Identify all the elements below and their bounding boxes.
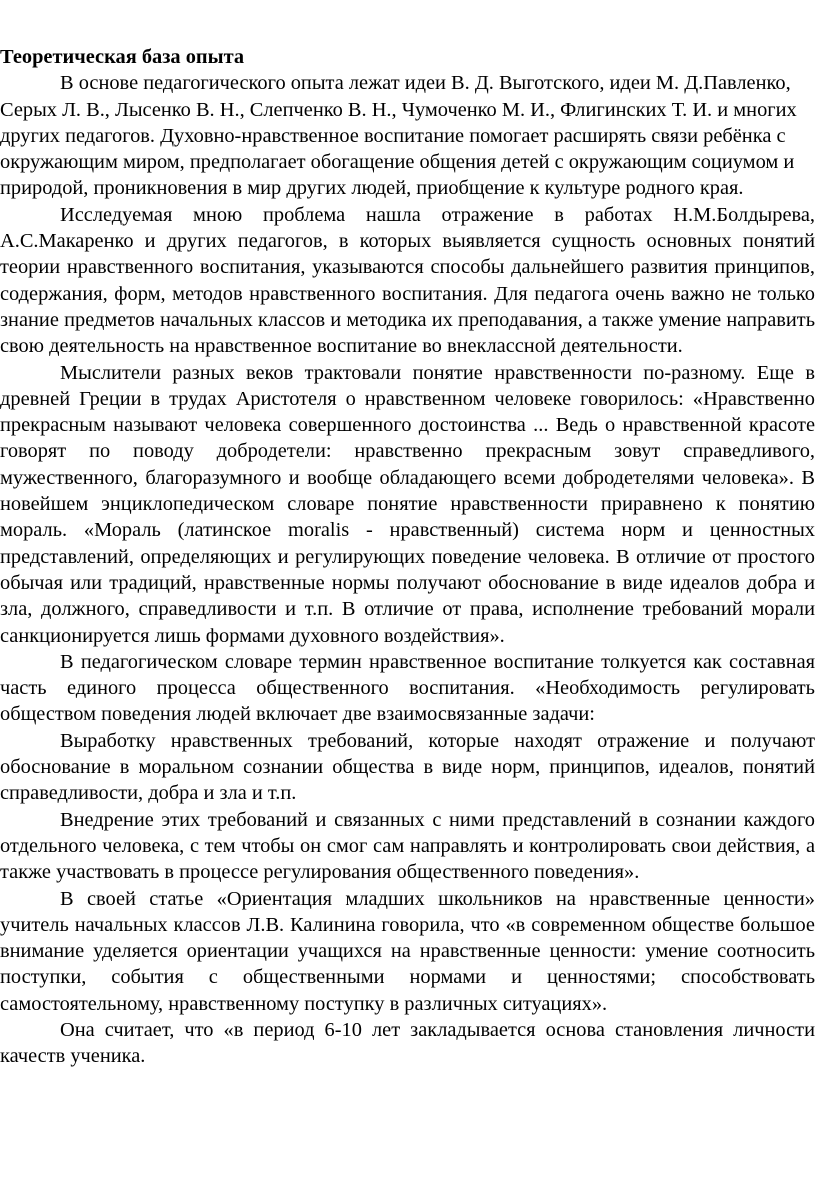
- paragraph-task-one: Выработку нравственных требований, которые находят отражение и получают обоснование в моральном сознании общества в виде норм, принципов, идеалов, понятий справедливости, добра и зла и т.п.: [0, 729, 815, 805]
- paragraph-task-two: Внедрение этих требований и связанных с ними представлений в сознании каждого отдельного человека, с тем чтобы он смог сам направлять и контролировать свои действия, а также участвовать в процессе регулирования общественного поведения».: [0, 808, 815, 884]
- paragraph-age-period: Она считает, что «в период 6-10 лет закладывается основа становления личности качеств ученика.: [0, 1018, 815, 1068]
- paragraph-research-problem: Исследуемая мною проблема нашла отражение в работах Н.М.Болдырева, А.С.Макаренко и других педагогов, в которых выявляется сущность основных понятий теории нравственного воспитания, указываются способы дальнейшего развития принципов, содержания, форм, методов нравственного воспитания. Для педагога очень важно не только знание предметов начальных классов и методика их преподавания, а также умение направить свою деятельность на нравственное воспитание во внеклассной деятельности.: [0, 203, 815, 358]
- document-title: Теоретическая база опыта: [0, 46, 245, 68]
- paragraph-theoretical-basis: В основе педагогического опыта лежат идеи В. Д. Выготского, идеи М. Д.Павленко, Серых Л. В., Лысенко В. Н., Слепченко В. Н., Чумоченко М. И., Флигинских Т. И. и многих других педагогов. Духовно-нравственное воспитание помогает расширять связи ребёнка с окружающим миром, предполагает обогащение общения детей с окружающим социумом и природой, проникновения в мир других людей, приобщение к культуре родного края.: [0, 72, 797, 200]
- paragraph-thinkers-morality: Мыслители разных веков трактовали понятие нравственности по-разному. Еще в древней Греции в трудах Аристотеля о нравственном человеке говорилось: «Нравственно прекрасным называют человека совершенного достоинства ... Ведь о нравственной красоте говорят по поводу добродетели: нравственно прекрасным зовут справедливого, мужественного, благоразумного и вообще обладающего всеми добродетелями человека». В новейшем энциклопедическом словаре понятие нравственности приравнено к понятию мораль. «Мораль (латинское moralis - нравственный) система норм и ценностных представлений, определяющих и регулирующих поведение человека. В отличие от простого обычая или традиций, нравственные нормы получают обоснование в виде идеалов добра и зла, должного, справедливости и т.п. В отличие от права, исполнение требований морали санкционируется лишь формами духовного воздействия».: [0, 361, 815, 647]
- document-page: [0, 44, 816, 1070]
- paragraph-pedagogical-dictionary: В педагогическом словаре термин нравственное воспитание толкуется как составная часть единого процесса общественного воспитания. «Необходимость регулировать обществом поведения людей включает две взаимосвязанные задачи:: [0, 650, 815, 726]
- paragraph-kalinina-article: В своей статье «Ориентация младших школьников на нравственные ценности» учитель начальных классов Л.В. Калинина говорила, что «в современном обществе большое внимание уделяется ориентации учащихся на нравственные ценности: умение соотносить поступки, события с общественными нормами и ценностями; способствовать самостоятельному, нравственному поступку в различных ситуациях».: [0, 887, 815, 1015]
